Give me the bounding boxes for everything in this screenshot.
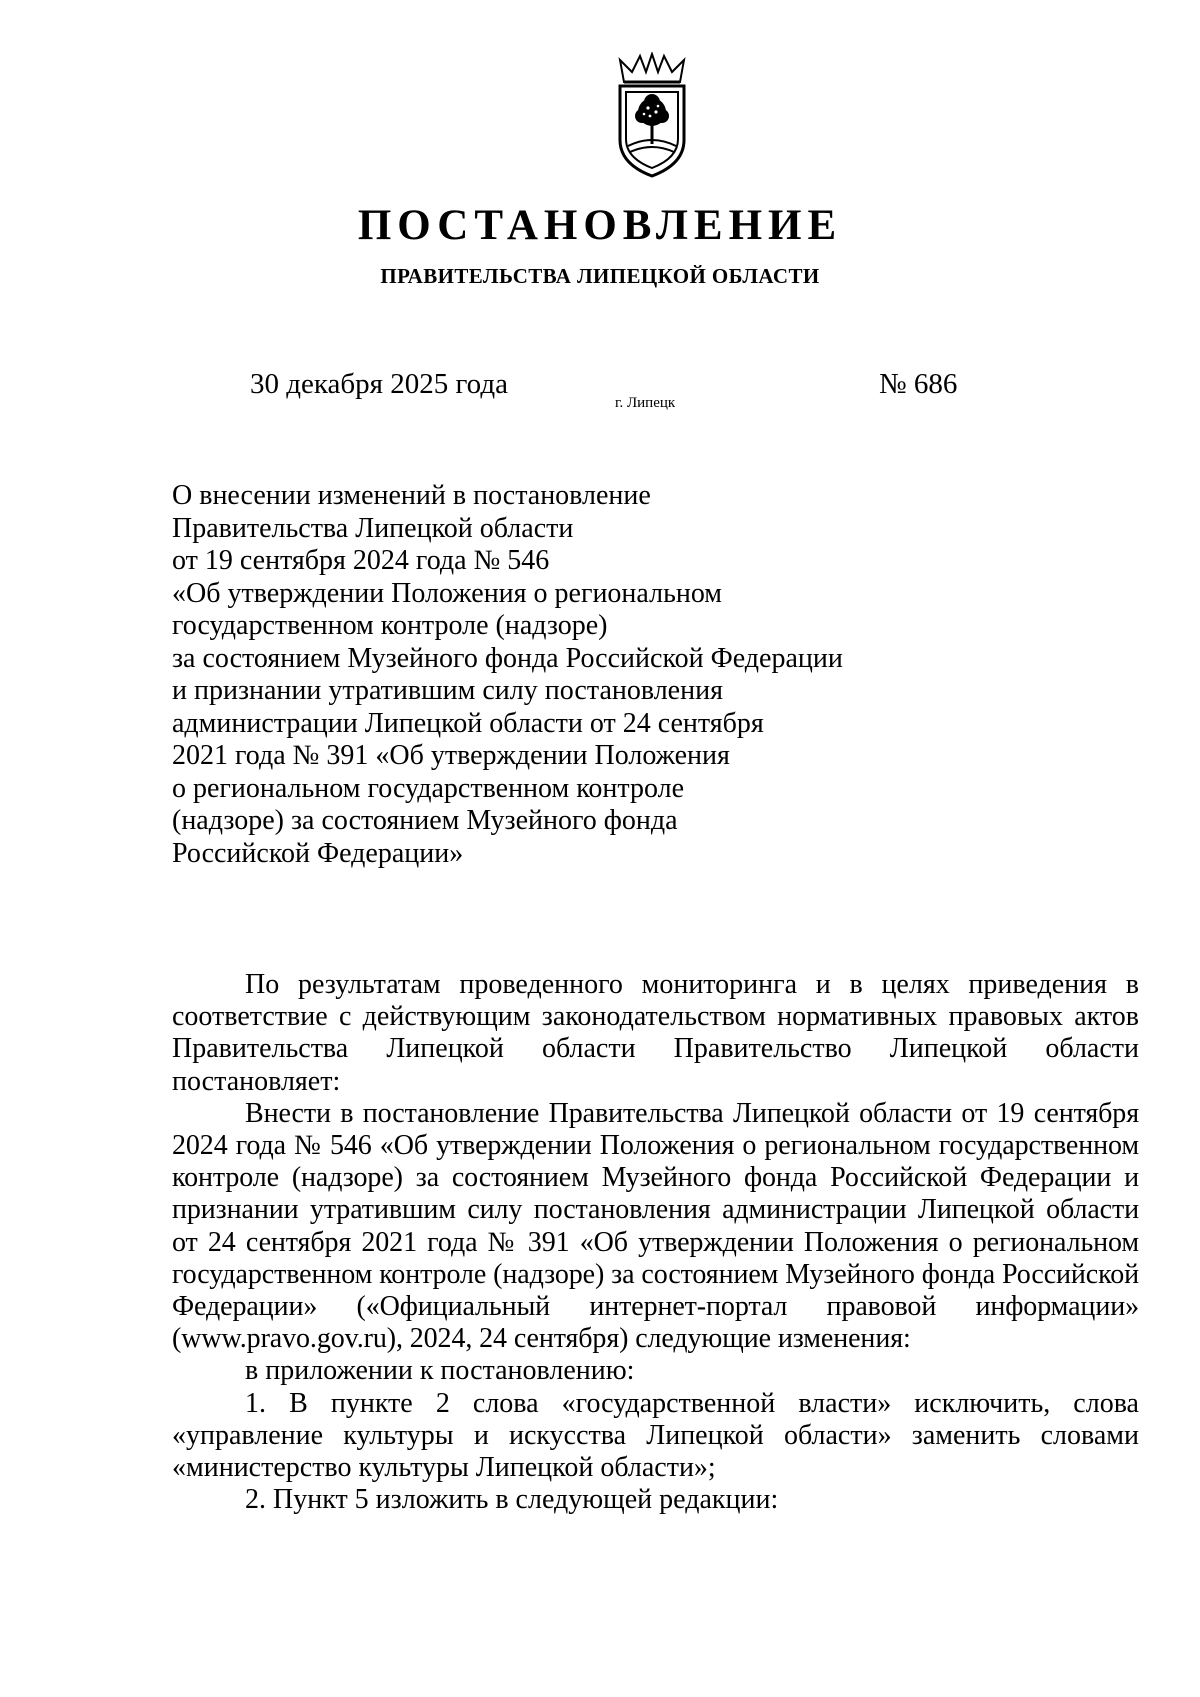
heading-line: (надзоре) за состоянием Музейного фонда: [172, 805, 678, 836]
body-paragraph: По результатам проведенного мониторинга и в целях приведения в соответствие с действующим законодательством нормативных правовых актов Правительства Липецкой области Правительство Липецкой области постановляет:: [172, 969, 1139, 1097]
heading-line: государственном контроле (надзоре): [172, 610, 608, 641]
body-paragraph: 2. Пункт 5 изложить в следующей редакции:: [245, 1484, 779, 1516]
heading-line: «Об утверждении Положения о региональном: [172, 577, 723, 609]
body-paragraph: 1. В пункте 2 слова «государственной власти» исключить, слова «управление культуры и искусства Липецкой области» заменить словами «министерство культуры Липецкой области»;: [172, 1387, 1139, 1484]
heading-line: от 19 сентября 2024 года № 546: [172, 545, 550, 576]
document-subtitle: ПРАВИТЕЛЬСТВА ЛИПЕЦКОЙ ОБЛАСТИ: [380, 264, 820, 288]
heading-line: О внесении изменений в постановление: [172, 480, 651, 511]
document-city: г. Липецк: [615, 395, 676, 411]
document-title: ПОСТАНОВЛЕНИЕ: [357, 202, 843, 249]
body-paragraph: в приложении к постановлению:: [245, 1355, 635, 1387]
heading-line: и признании утратившим силу постановления: [172, 675, 723, 706]
heading-line: Российской Федерации»: [172, 837, 464, 869]
heading-line: 2021 года № 391 «Об утверждении Положения: [172, 740, 730, 771]
heading-line: о региональном государственном контроле: [172, 772, 684, 804]
document-body: [172, 969, 1139, 1516]
body-paragraph: Внести в постановление Правительства Липецкой области от 19 сентября 2024 года № 546 «Об утверждении Положения о региональном государственном контроле (надзоре) за состоянием Музейного фонда Российской Федерации и признании утратившим силу постановления администрации Липецкой области от 24 сентября 2021 года № 391 «Об утверждении Положения о региональном государственном контроле (надзоре) за состоянием Музейного фонда Российской Федерации» («Официальный интернет-портал правовой информации» (www.pravo.gov.ru), 2024, 24 сентября) следующие изменения:: [172, 1097, 1139, 1355]
heading-line: Правительства Липецкой области: [172, 512, 574, 544]
document-number: № 686: [879, 368, 958, 400]
document-heading: [172, 480, 892, 870]
coat-of-arms-emblem: [610, 52, 694, 182]
document-date: 30 декабря 2025 года: [250, 368, 508, 400]
heading-line: администрации Липецкой области от 24 сентября: [172, 707, 764, 739]
heading-line: за состоянием Музейного фонда Российской Федерации: [172, 642, 843, 674]
